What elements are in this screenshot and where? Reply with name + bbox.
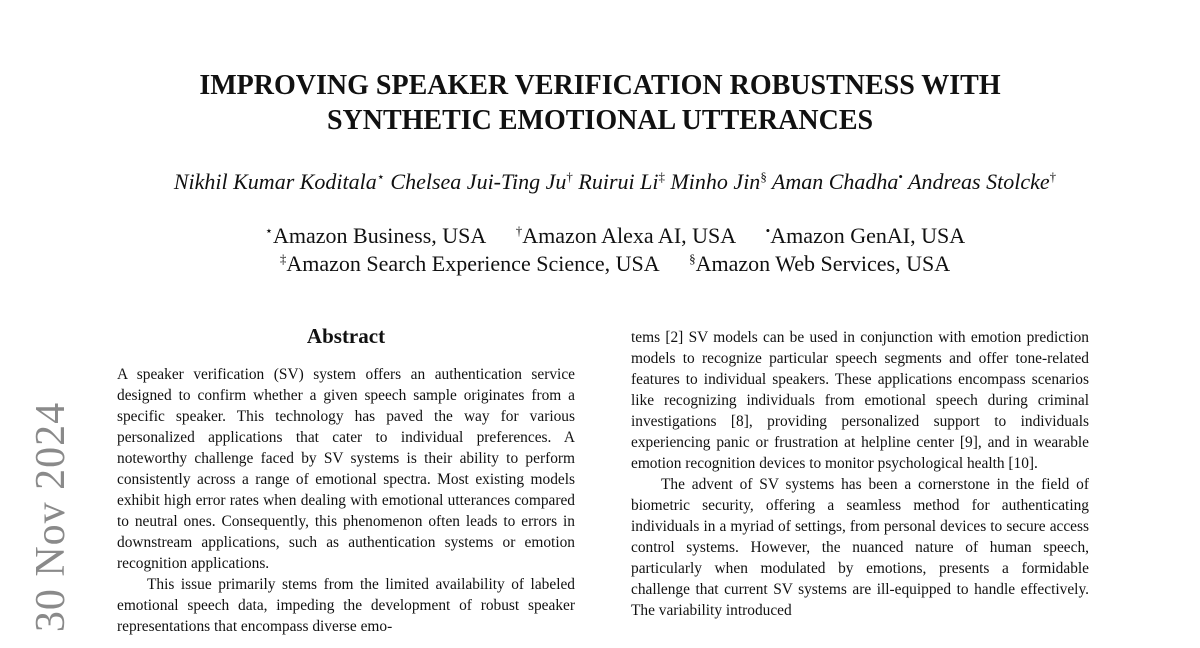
affiliation-line-2 — [0, 245, 1200, 278]
affiliation-name: Amazon Web Services, USA — [695, 251, 951, 276]
author-name: Nikhil Kumar Koditala — [173, 169, 377, 194]
body-paragraph-2: The advent of SV systems has been a cornerstone in the field of biometric security, offering a seamless method for authenticating individuals in a myriad of settings, from personal devices to secure access control systems. However, the nuanced nature of human speech, particularly when modulated by emotions, presents a formidable challenge that current SV systems are ill-equipped to handle effectively. The variability introduced — [631, 476, 1089, 619]
abstract-paragraph-2: This issue primarily stems from the limited availability of labeled emotional speech data, impeding the development of robust speaker representations that encompass diverse emo- — [117, 576, 575, 635]
paper-title-line-1: IMPROVING SPEAKER VERIFICATION ROBUSTNESS WITH — [199, 70, 1001, 101]
author-mark: † — [566, 169, 573, 184]
right-column-body — [631, 327, 1089, 621]
author-name: Ruirui Li — [578, 169, 659, 194]
affiliation-name: Amazon Business, USA — [273, 223, 487, 248]
affiliation-mark: † — [515, 223, 523, 238]
affiliation-mark: ⋆ — [264, 223, 274, 238]
author-mark: ⋆ — [376, 169, 385, 184]
arxiv-side-stamp — [28, 401, 74, 633]
author-name: Aman Chadha — [771, 169, 899, 194]
affiliation-name: Amazon GenAI, USA — [770, 223, 966, 248]
author-mark: † — [1049, 169, 1057, 184]
affiliation-mark: • — [765, 223, 771, 238]
author-name: Andreas Stolcke — [908, 169, 1050, 194]
body-paragraph-1: tems [2] SV models can be used in conjunction with emotion prediction models to recognize particular speech segments and offer tone-related features to individual speakers. These applications encompass scenarios like recognizing individuals from emotional speech during criminal investigations [8], providing personalized support to individuals experiencing panic or frustration at helpline center [9], and in wearable emotion recognition devices to monitor psychological health [10]. — [631, 329, 1089, 472]
abstract-heading: Abstract — [306, 324, 386, 348]
author-list — [0, 163, 1200, 196]
affiliation-name: Amazon Alexa AI, USA — [522, 223, 737, 248]
affiliation-mark: ‡ — [279, 251, 287, 266]
paper-title-line-2: SYNTHETIC EMOTIONAL UTTERANCES — [326, 105, 874, 136]
author-mark: ‡ — [658, 169, 665, 184]
author-name: Chelsea Jui-Ting Ju — [390, 169, 567, 194]
affiliation-name: Amazon Search Experience Science, USA — [286, 251, 660, 276]
author-mark: • — [898, 169, 903, 184]
arxiv-date-label: 30 Nov 2024 — [28, 401, 74, 633]
paper-title — [0, 68, 1200, 138]
abstract-body — [117, 364, 575, 637]
author-mark: § — [760, 169, 767, 184]
affiliation-mark: § — [689, 251, 696, 266]
abstract-paragraph-1: A speaker verification (SV) system offers an authentication service designed to confirm whether a given speech sample originates from a specific speaker. This technology has paved the way for various personalized applications that cater to individual preferences. A noteworthy challenge faced by SV systems is their ability to perform consistently across a range of emotional spectra. Most existing models exhibit high error rates when dealing with emotional utterances compared to neutral ones. Consequently, this phenomenon often leads to errors in downstream applications, such as authentication systems or emotion recognition applications. — [117, 366, 575, 572]
author-name: Minho Jin — [670, 169, 761, 194]
